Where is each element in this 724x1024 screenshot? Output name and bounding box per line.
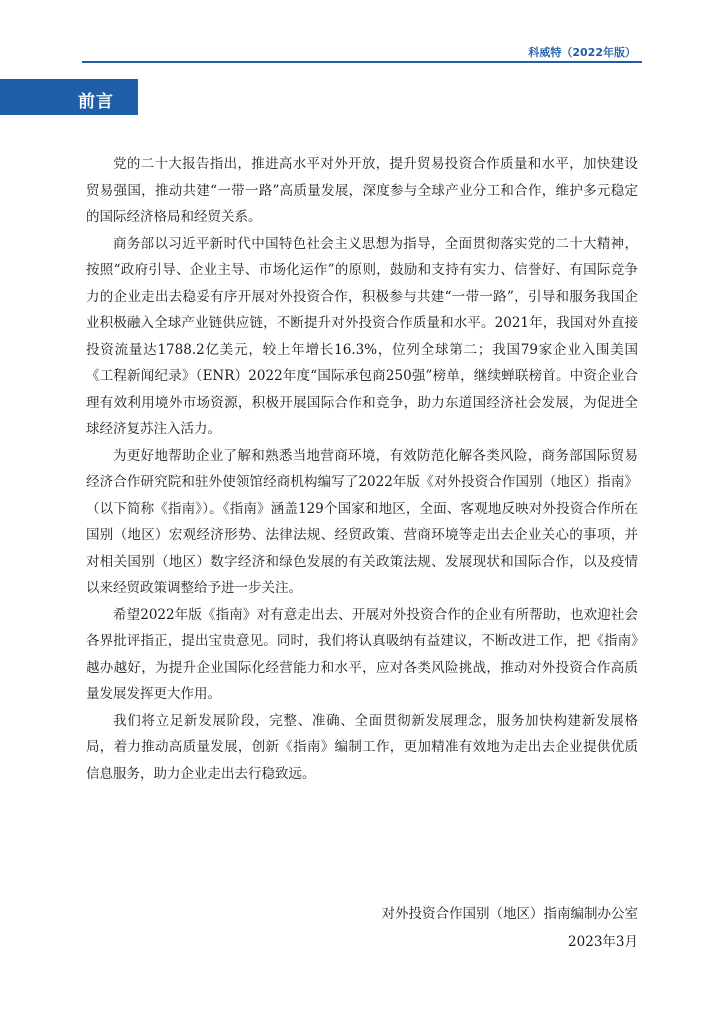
paragraph-4: 希望2022年版《指南》对有意走出去、开展对外投资合作的企业有所帮助，也欢迎社会各界批评指正，提出宝贵意见。同时，我们将认真吸纳有益建议，不断改进工作，把《指南》越办越好，为提升企业国际化经营能力和水平，应对各类风险挑战，推动对外投资合作高质量发展发挥更大作用。 [86, 606, 638, 702]
running-header-title: 科威特（2022年版） [528, 46, 636, 59]
paragraph-3: 为更好地帮助企业了解和熟悉当地营商环境，有效防范化解各类风险，商务部国际贸易经济合作研究院和驻外使领馆经商机构编写了2022年版《对外投资合作国别（地区）指南》（以下简称《指南》）。《指南》涵盖129个国家和地区，全面、客观地反映对外投资合作所在国别（地区）宏观经济形势、法律法规、经贸政策、营商环境等走出去企业关心的事项，并对相关国别（地区）数字经济和绿色发展的有关政策法规、发展现状和国际合作，以及疫情以来经贸政策调整给予进一步关注。 [86, 447, 638, 596]
section-tab-background [0, 79, 138, 115]
header-divider [82, 61, 642, 63]
signature-block [382, 900, 639, 956]
paragraph-2: 商务部以习近平新时代中国特色社会主义思想为指导，全面贯彻落实党的二十大精神，按照“政府引导、企业主导、市场化运作”的原则，鼓励和支持有实力、信誉好、有国际竞争力的企业走出去稳妥有序开展对外投资合作，积极参与共建“一带一路”，引导和服务我国企业积极融入全球产业链供应链，不断提升对外投资合作质量和水平。2021年，我国对外直接投资流量达1788.2亿美元，较上年增长16.3%，位列全球第二；我国79家企业入围美国《工程新闻纪录》（ENR）2022年度“国际承包商250强”榜单，继续蝉联榜首。中资企业合理有效利用境外市场资源，积极开展国际合作和竞争，助力东道国经济社会发展，为促进全球经济复苏注入活力。 [86, 235, 638, 437]
paragraph-1: 党的二十大报告指出，推进高水平对外开放，提升贸易投资合作质量和水平，加快建设贸易强国，推动共建“一带一路”高质量发展，深度参与全球产业分工和合作，维护多元稳定的国际经济格局和经贸关系。 [86, 156, 638, 225]
section-title: 前言 [78, 92, 114, 112]
signature-date: 2023年3月 [568, 934, 638, 950]
signature-office: 对外投资合作国别（地区）指南编制办公室 [381, 906, 638, 922]
paragraph-5: 我们将立足新发展阶段，完整、准确、全面贯彻新发展理念，服务加快构建新发展格局，着力推动高质量发展，创新《指南》编制工作，更加精准有效地为走出去企业提供优质信息服务，助力企业走出去行稳致远。 [86, 712, 638, 782]
preface-body [86, 151, 638, 787]
